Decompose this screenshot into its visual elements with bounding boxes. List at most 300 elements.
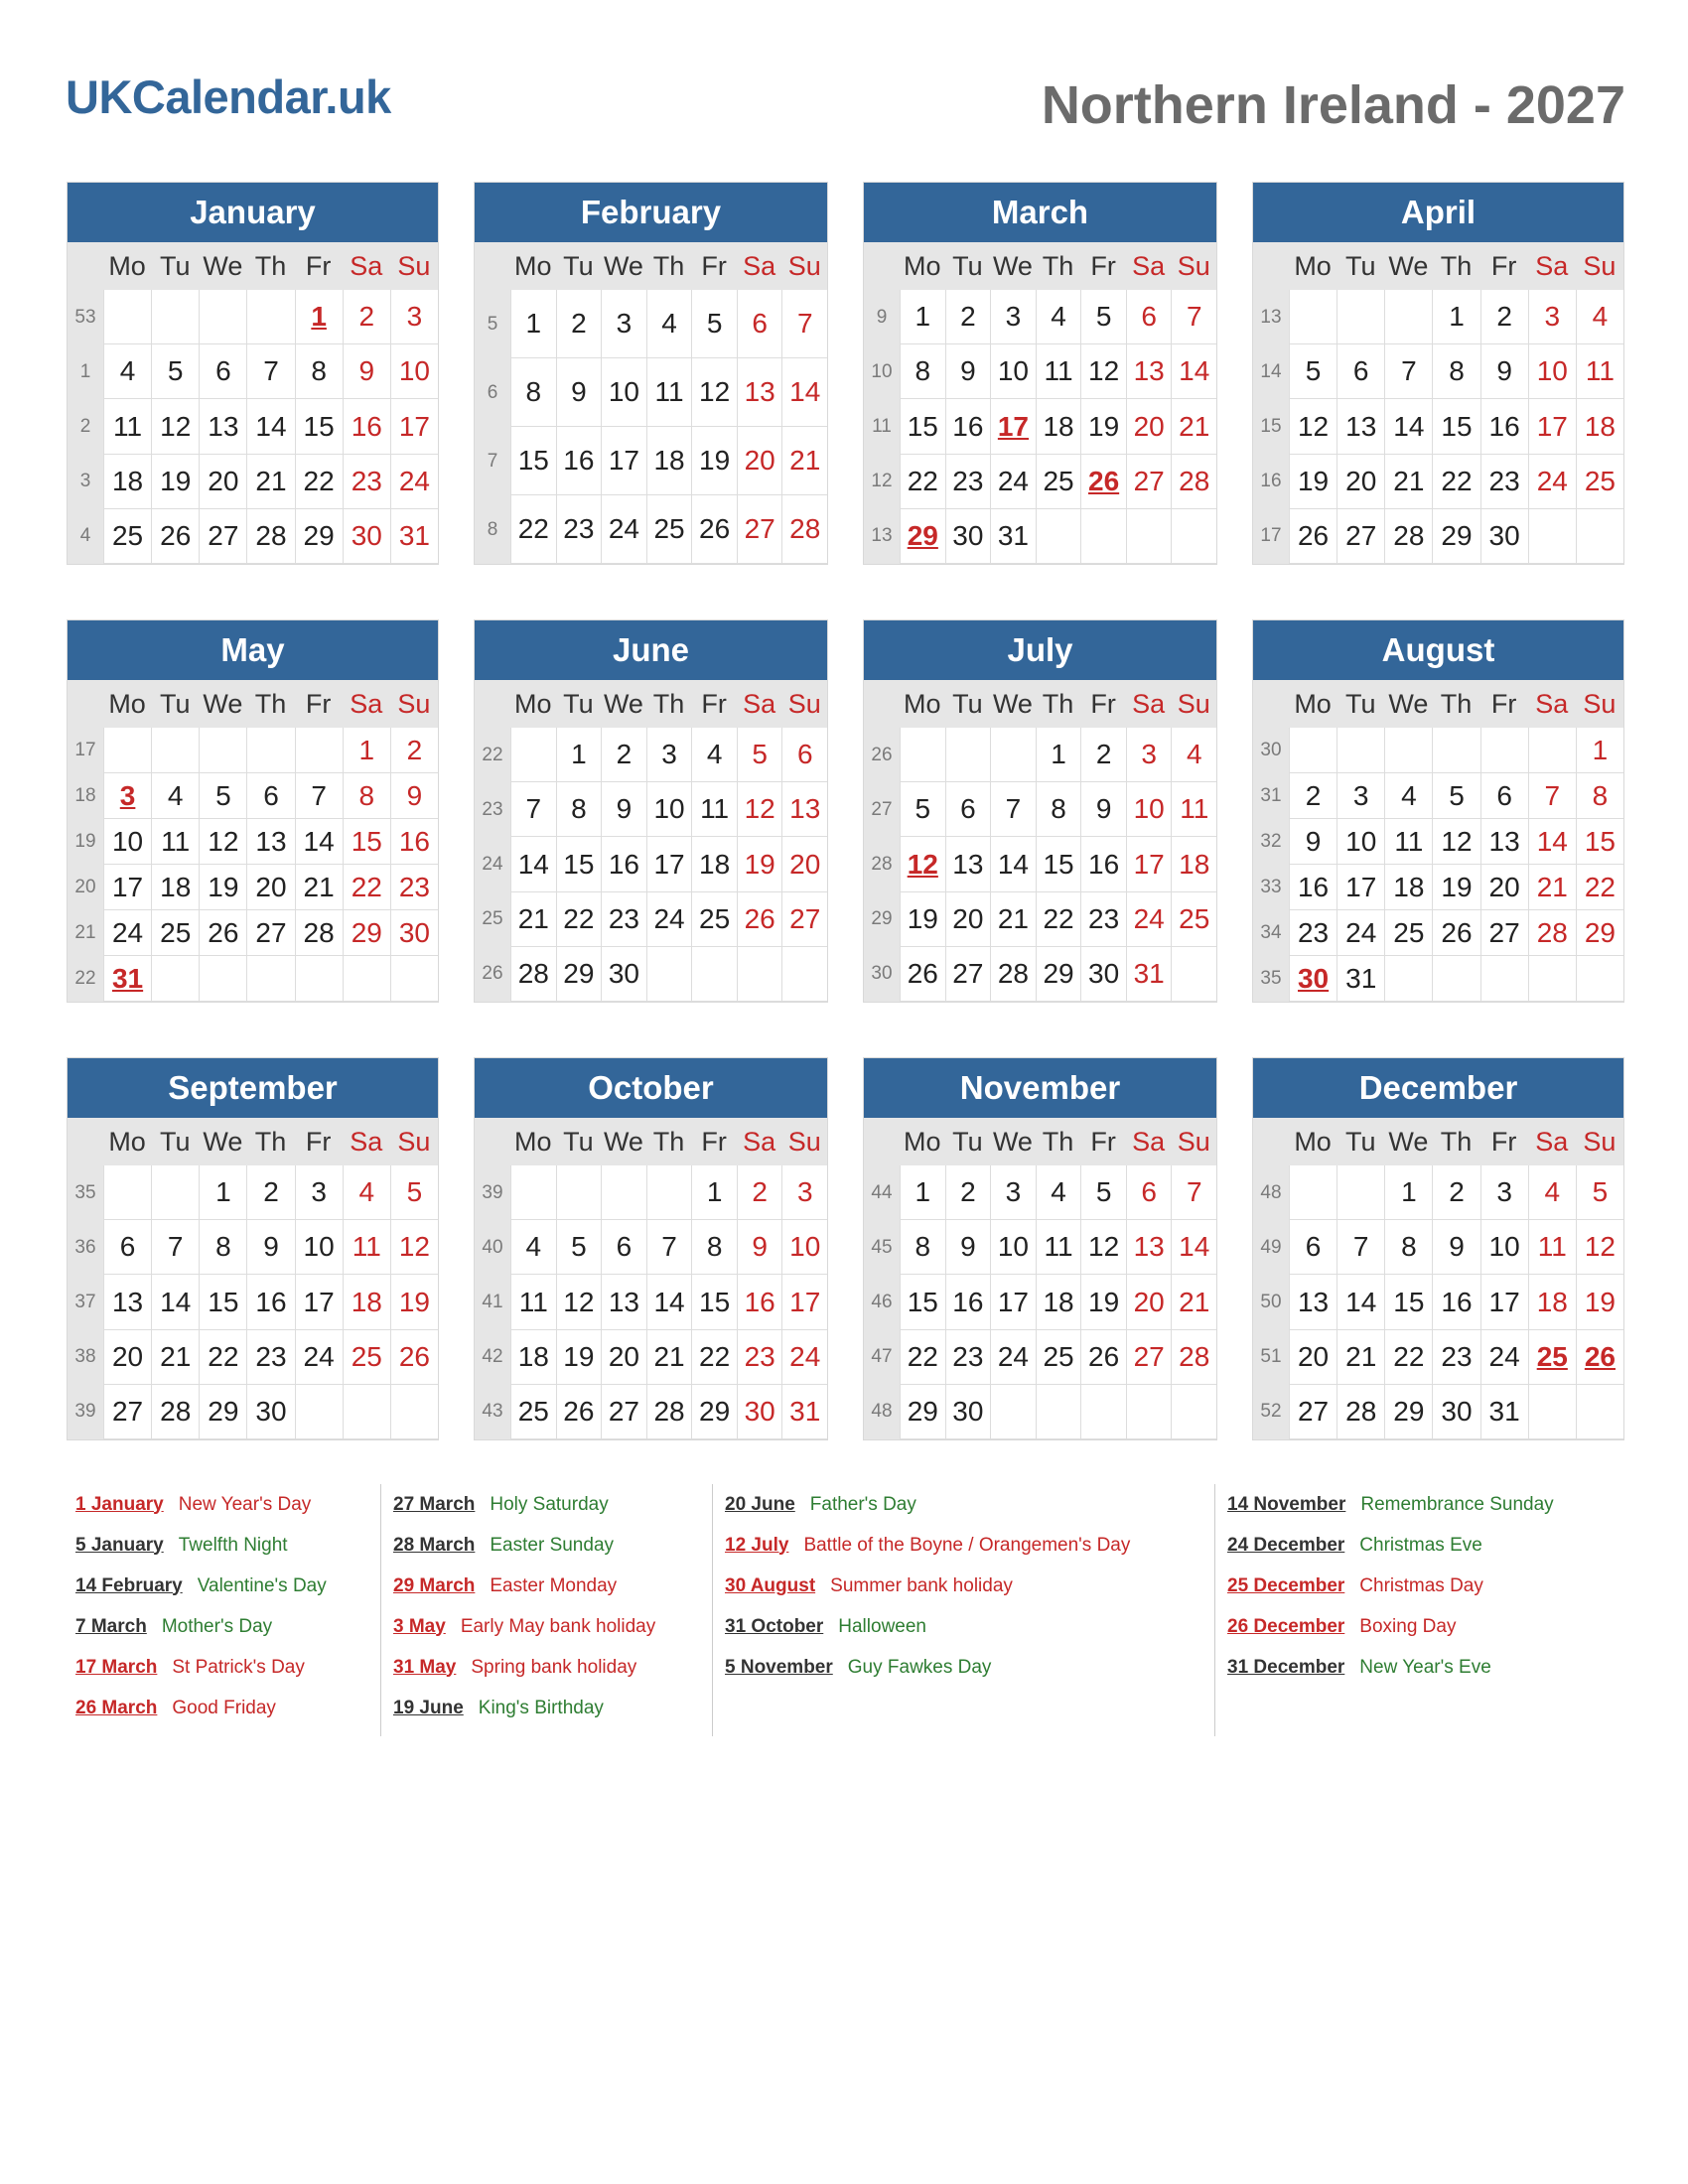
day-cell[interactable]: 31 [1126, 947, 1172, 1002]
day-cell[interactable]: 23 [945, 455, 991, 509]
day-cell[interactable]: 2 [601, 728, 646, 782]
day-cell[interactable]: 26 [556, 1385, 602, 1439]
day-cell[interactable]: 21 [1336, 1330, 1384, 1385]
holiday-date[interactable]: 5 November [725, 1656, 833, 1678]
day-cell[interactable]: 3 [601, 290, 646, 358]
day-cell[interactable]: 3 [1528, 290, 1576, 344]
day-cell[interactable]: 24 [295, 1330, 343, 1385]
day-cell[interactable]: 5 [199, 773, 246, 819]
day-cell[interactable]: 4 [103, 344, 151, 399]
day-cell[interactable]: 13 [246, 819, 294, 865]
day-cell[interactable]: 2 [737, 1165, 782, 1220]
day-cell[interactable]: 10 [1480, 1220, 1528, 1275]
day-cell[interactable]: 29 [556, 947, 602, 1002]
day-cell[interactable]: 9 [945, 344, 991, 399]
day-cell[interactable]: 12 [737, 782, 782, 837]
day-cell[interactable]: 9 [390, 773, 438, 819]
day-cell[interactable]: 1 [510, 290, 556, 358]
day-cell[interactable]: 25 [1036, 1330, 1081, 1385]
day-cell[interactable]: 4 [343, 1165, 390, 1220]
day-cell[interactable]: 29 [1576, 910, 1623, 956]
day-cell[interactable]: 26 [691, 495, 737, 564]
day-cell[interactable]: 12 [199, 819, 246, 865]
holiday-day-cell[interactable]: 30 [1289, 956, 1336, 1002]
day-cell[interactable]: 20 [1480, 865, 1528, 910]
day-cell[interactable]: 27 [601, 1385, 646, 1439]
day-cell[interactable]: 8 [199, 1220, 246, 1275]
day-cell[interactable]: 8 [556, 782, 602, 837]
holiday-day-cell[interactable]: 29 [900, 509, 945, 564]
day-cell[interactable]: 1 [199, 1165, 246, 1220]
day-cell[interactable]: 24 [990, 455, 1036, 509]
day-cell[interactable]: 25 [103, 509, 151, 564]
day-cell[interactable]: 15 [199, 1275, 246, 1329]
day-cell[interactable]: 12 [556, 1275, 602, 1329]
day-cell[interactable]: 5 [900, 782, 945, 837]
day-cell[interactable]: 1 [1432, 290, 1479, 344]
day-cell[interactable]: 28 [1384, 509, 1432, 564]
holiday-date[interactable]: 17 March [75, 1656, 158, 1678]
day-cell[interactable]: 18 [343, 1275, 390, 1329]
day-cell[interactable]: 18 [1528, 1275, 1576, 1329]
day-cell[interactable]: 26 [1432, 910, 1479, 956]
day-cell[interactable]: 19 [556, 1330, 602, 1385]
day-cell[interactable]: 14 [1171, 1220, 1216, 1275]
day-cell[interactable]: 22 [556, 892, 602, 947]
day-cell[interactable]: 14 [151, 1275, 199, 1329]
day-cell[interactable]: 24 [1336, 910, 1384, 956]
day-cell[interactable]: 13 [781, 782, 827, 837]
day-cell[interactable]: 28 [1336, 1385, 1384, 1439]
day-cell[interactable]: 21 [1171, 399, 1216, 454]
day-cell[interactable]: 8 [1576, 773, 1623, 819]
day-cell[interactable]: 7 [1528, 773, 1576, 819]
day-cell[interactable]: 25 [343, 1330, 390, 1385]
day-cell[interactable]: 15 [1576, 819, 1623, 865]
day-cell[interactable]: 1 [343, 728, 390, 773]
holiday-date[interactable]: 31 May [393, 1656, 457, 1678]
day-cell[interactable]: 14 [990, 837, 1036, 891]
day-cell[interactable]: 2 [1480, 290, 1528, 344]
day-cell[interactable]: 8 [691, 1220, 737, 1275]
day-cell[interactable]: 24 [1126, 892, 1172, 947]
day-cell[interactable]: 12 [151, 399, 199, 454]
day-cell[interactable]: 20 [737, 427, 782, 495]
day-cell[interactable]: 22 [1432, 455, 1479, 509]
day-cell[interactable]: 28 [1171, 1330, 1216, 1385]
day-cell[interactable]: 25 [646, 495, 692, 564]
day-cell[interactable]: 23 [556, 495, 602, 564]
holiday-date[interactable]: 20 June [725, 1493, 795, 1515]
day-cell[interactable]: 13 [103, 1275, 151, 1329]
day-cell[interactable]: 27 [199, 509, 246, 564]
day-cell[interactable]: 13 [1480, 819, 1528, 865]
day-cell[interactable]: 16 [945, 399, 991, 454]
day-cell[interactable]: 19 [737, 837, 782, 891]
day-cell[interactable]: 6 [246, 773, 294, 819]
day-cell[interactable]: 15 [1432, 399, 1479, 454]
day-cell[interactable]: 14 [646, 1275, 692, 1329]
day-cell[interactable]: 7 [246, 344, 294, 399]
day-cell[interactable]: 15 [510, 427, 556, 495]
day-cell[interactable]: 23 [601, 892, 646, 947]
day-cell[interactable]: 27 [1336, 509, 1384, 564]
day-cell[interactable]: 7 [990, 782, 1036, 837]
day-cell[interactable]: 23 [246, 1330, 294, 1385]
day-cell[interactable]: 16 [1289, 865, 1336, 910]
day-cell[interactable]: 28 [646, 1385, 692, 1439]
day-cell[interactable]: 2 [246, 1165, 294, 1220]
day-cell[interactable]: 19 [199, 865, 246, 910]
day-cell[interactable]: 17 [295, 1275, 343, 1329]
day-cell[interactable]: 3 [295, 1165, 343, 1220]
day-cell[interactable]: 4 [510, 1220, 556, 1275]
day-cell[interactable]: 18 [151, 865, 199, 910]
day-cell[interactable]: 2 [1289, 773, 1336, 819]
day-cell[interactable]: 13 [601, 1275, 646, 1329]
day-cell[interactable]: 22 [295, 455, 343, 509]
day-cell[interactable]: 2 [945, 290, 991, 344]
day-cell[interactable]: 11 [103, 399, 151, 454]
day-cell[interactable]: 26 [1080, 1330, 1126, 1385]
day-cell[interactable]: 22 [199, 1330, 246, 1385]
day-cell[interactable]: 24 [646, 892, 692, 947]
day-cell[interactable]: 3 [1480, 1165, 1528, 1220]
day-cell[interactable]: 11 [1576, 344, 1623, 399]
day-cell[interactable]: 2 [390, 728, 438, 773]
holiday-date[interactable]: 25 December [1227, 1574, 1345, 1596]
day-cell[interactable]: 17 [1336, 865, 1384, 910]
day-cell[interactable]: 6 [1289, 1220, 1336, 1275]
day-cell[interactable]: 4 [1528, 1165, 1576, 1220]
day-cell[interactable]: 11 [646, 358, 692, 427]
day-cell[interactable]: 4 [646, 290, 692, 358]
day-cell[interactable]: 7 [151, 1220, 199, 1275]
day-cell[interactable]: 26 [390, 1330, 438, 1385]
day-cell[interactable]: 14 [781, 358, 827, 427]
day-cell[interactable]: 12 [1080, 344, 1126, 399]
day-cell[interactable]: 31 [1480, 1385, 1528, 1439]
day-cell[interactable]: 8 [295, 344, 343, 399]
day-cell[interactable]: 28 [151, 1385, 199, 1439]
day-cell[interactable]: 27 [1126, 455, 1172, 509]
day-cell[interactable]: 11 [1171, 782, 1216, 837]
day-cell[interactable]: 14 [295, 819, 343, 865]
day-cell[interactable]: 6 [945, 782, 991, 837]
day-cell[interactable]: 30 [945, 1385, 991, 1439]
day-cell[interactable]: 21 [990, 892, 1036, 947]
day-cell[interactable]: 12 [1576, 1220, 1623, 1275]
day-cell[interactable]: 24 [103, 910, 151, 956]
day-cell[interactable]: 15 [900, 1275, 945, 1329]
day-cell[interactable]: 24 [781, 1330, 827, 1385]
day-cell[interactable]: 14 [1528, 819, 1576, 865]
day-cell[interactable]: 4 [1036, 1165, 1081, 1220]
day-cell[interactable]: 4 [1036, 290, 1081, 344]
day-cell[interactable]: 26 [737, 892, 782, 947]
day-cell[interactable]: 16 [1480, 399, 1528, 454]
day-cell[interactable]: 7 [781, 290, 827, 358]
day-cell[interactable]: 2 [945, 1165, 991, 1220]
day-cell[interactable]: 10 [295, 1220, 343, 1275]
day-cell[interactable]: 28 [510, 947, 556, 1002]
day-cell[interactable]: 16 [556, 427, 602, 495]
day-cell[interactable]: 7 [1171, 290, 1216, 344]
day-cell[interactable]: 8 [1432, 344, 1479, 399]
day-cell[interactable]: 5 [1432, 773, 1479, 819]
day-cell[interactable]: 10 [781, 1220, 827, 1275]
day-cell[interactable]: 18 [510, 1330, 556, 1385]
day-cell[interactable]: 24 [390, 455, 438, 509]
holiday-date[interactable]: 27 March [393, 1493, 476, 1515]
site-title[interactable]: UKCalendar.uk [66, 70, 391, 123]
day-cell[interactable]: 20 [1336, 455, 1384, 509]
day-cell[interactable]: 15 [343, 819, 390, 865]
day-cell[interactable]: 11 [510, 1275, 556, 1329]
day-cell[interactable]: 28 [781, 495, 827, 564]
day-cell[interactable]: 17 [646, 837, 692, 891]
holiday-date[interactable]: 30 August [725, 1574, 816, 1596]
day-cell[interactable]: 16 [343, 399, 390, 454]
day-cell[interactable]: 14 [510, 837, 556, 891]
day-cell[interactable]: 13 [945, 837, 991, 891]
day-cell[interactable]: 31 [781, 1385, 827, 1439]
day-cell[interactable]: 22 [691, 1330, 737, 1385]
day-cell[interactable]: 14 [246, 399, 294, 454]
day-cell[interactable]: 4 [1171, 728, 1216, 782]
day-cell[interactable]: 24 [601, 495, 646, 564]
day-cell[interactable]: 12 [1432, 819, 1479, 865]
day-cell[interactable]: 19 [390, 1275, 438, 1329]
day-cell[interactable]: 4 [1384, 773, 1432, 819]
day-cell[interactable]: 15 [556, 837, 602, 891]
day-cell[interactable]: 10 [390, 344, 438, 399]
day-cell[interactable]: 25 [510, 1385, 556, 1439]
day-cell[interactable]: 10 [1336, 819, 1384, 865]
day-cell[interactable]: 20 [103, 1330, 151, 1385]
day-cell[interactable]: 3 [390, 290, 438, 344]
holiday-day-cell[interactable]: 26 [1080, 455, 1126, 509]
day-cell[interactable]: 2 [1080, 728, 1126, 782]
day-cell[interactable]: 30 [1080, 947, 1126, 1002]
day-cell[interactable]: 3 [990, 1165, 1036, 1220]
day-cell[interactable]: 21 [246, 455, 294, 509]
day-cell[interactable]: 28 [990, 947, 1036, 1002]
day-cell[interactable]: 19 [1080, 1275, 1126, 1329]
day-cell[interactable]: 21 [646, 1330, 692, 1385]
day-cell[interactable]: 16 [1432, 1275, 1479, 1329]
day-cell[interactable]: 18 [1036, 1275, 1081, 1329]
day-cell[interactable]: 21 [1528, 865, 1576, 910]
day-cell[interactable]: 6 [1480, 773, 1528, 819]
day-cell[interactable]: 18 [1576, 399, 1623, 454]
day-cell[interactable]: 17 [390, 399, 438, 454]
day-cell[interactable]: 22 [1036, 892, 1081, 947]
day-cell[interactable]: 28 [295, 910, 343, 956]
day-cell[interactable]: 12 [1080, 1220, 1126, 1275]
day-cell[interactable]: 4 [151, 773, 199, 819]
day-cell[interactable]: 8 [900, 1220, 945, 1275]
day-cell[interactable]: 9 [343, 344, 390, 399]
day-cell[interactable]: 24 [1528, 455, 1576, 509]
day-cell[interactable]: 10 [990, 344, 1036, 399]
day-cell[interactable]: 31 [390, 509, 438, 564]
day-cell[interactable]: 17 [103, 865, 151, 910]
day-cell[interactable]: 13 [1126, 1220, 1172, 1275]
holiday-day-cell[interactable]: 3 [103, 773, 151, 819]
day-cell[interactable]: 25 [1384, 910, 1432, 956]
day-cell[interactable]: 6 [1336, 344, 1384, 399]
day-cell[interactable]: 20 [246, 865, 294, 910]
day-cell[interactable]: 22 [510, 495, 556, 564]
day-cell[interactable]: 5 [1576, 1165, 1623, 1220]
holiday-date[interactable]: 14 November [1227, 1493, 1346, 1515]
day-cell[interactable]: 29 [1432, 509, 1479, 564]
day-cell[interactable]: 1 [691, 1165, 737, 1220]
holiday-date[interactable]: 28 March [393, 1534, 476, 1556]
day-cell[interactable]: 25 [1576, 455, 1623, 509]
day-cell[interactable]: 8 [900, 344, 945, 399]
day-cell[interactable]: 11 [691, 782, 737, 837]
day-cell[interactable]: 18 [691, 837, 737, 891]
day-cell[interactable]: 9 [1289, 819, 1336, 865]
holiday-day-cell[interactable]: 26 [1576, 1330, 1623, 1385]
day-cell[interactable]: 21 [1171, 1275, 1216, 1329]
day-cell[interactable]: 5 [1289, 344, 1336, 399]
day-cell[interactable]: 27 [781, 892, 827, 947]
day-cell[interactable]: 18 [1384, 865, 1432, 910]
day-cell[interactable]: 24 [1480, 1330, 1528, 1385]
day-cell[interactable]: 23 [1080, 892, 1126, 947]
day-cell[interactable]: 14 [1336, 1275, 1384, 1329]
day-cell[interactable]: 9 [601, 782, 646, 837]
day-cell[interactable]: 1 [900, 290, 945, 344]
day-cell[interactable]: 5 [737, 728, 782, 782]
day-cell[interactable]: 23 [737, 1330, 782, 1385]
day-cell[interactable]: 1 [900, 1165, 945, 1220]
day-cell[interactable]: 26 [1289, 509, 1336, 564]
day-cell[interactable]: 16 [945, 1275, 991, 1329]
day-cell[interactable]: 13 [1126, 344, 1172, 399]
day-cell[interactable]: 24 [990, 1330, 1036, 1385]
day-cell[interactable]: 13 [737, 358, 782, 427]
day-cell[interactable]: 17 [601, 427, 646, 495]
day-cell[interactable]: 6 [199, 344, 246, 399]
day-cell[interactable]: 25 [1171, 892, 1216, 947]
day-cell[interactable]: 30 [601, 947, 646, 1002]
day-cell[interactable]: 28 [1528, 910, 1576, 956]
day-cell[interactable]: 1 [1576, 728, 1623, 773]
holiday-date[interactable]: 26 March [75, 1697, 158, 1718]
day-cell[interactable]: 21 [781, 427, 827, 495]
day-cell[interactable]: 20 [199, 455, 246, 509]
day-cell[interactable]: 12 [691, 358, 737, 427]
day-cell[interactable]: 30 [246, 1385, 294, 1439]
day-cell[interactable]: 22 [900, 455, 945, 509]
day-cell[interactable]: 13 [1289, 1275, 1336, 1329]
day-cell[interactable]: 15 [691, 1275, 737, 1329]
day-cell[interactable]: 23 [1289, 910, 1336, 956]
day-cell[interactable]: 3 [990, 290, 1036, 344]
day-cell[interactable]: 11 [343, 1220, 390, 1275]
day-cell[interactable]: 8 [343, 773, 390, 819]
holiday-date[interactable]: 19 June [393, 1697, 464, 1718]
day-cell[interactable]: 29 [691, 1385, 737, 1439]
day-cell[interactable]: 16 [601, 837, 646, 891]
day-cell[interactable]: 28 [1171, 455, 1216, 509]
day-cell[interactable]: 15 [295, 399, 343, 454]
day-cell[interactable]: 27 [1480, 910, 1528, 956]
day-cell[interactable]: 9 [246, 1220, 294, 1275]
day-cell[interactable]: 5 [1080, 290, 1126, 344]
day-cell[interactable]: 27 [246, 910, 294, 956]
day-cell[interactable]: 10 [990, 1220, 1036, 1275]
holiday-day-cell[interactable]: 25 [1528, 1330, 1576, 1385]
day-cell[interactable]: 12 [1289, 399, 1336, 454]
day-cell[interactable]: 17 [990, 1275, 1036, 1329]
holiday-day-cell[interactable]: 31 [103, 956, 151, 1002]
day-cell[interactable]: 3 [1336, 773, 1384, 819]
day-cell[interactable]: 23 [1432, 1330, 1479, 1385]
holiday-date[interactable]: 31 December [1227, 1656, 1345, 1678]
day-cell[interactable]: 3 [1126, 728, 1172, 782]
day-cell[interactable]: 15 [1036, 837, 1081, 891]
day-cell[interactable]: 9 [1432, 1220, 1479, 1275]
day-cell[interactable]: 6 [781, 728, 827, 782]
day-cell[interactable]: 19 [900, 892, 945, 947]
day-cell[interactable]: 20 [781, 837, 827, 891]
day-cell[interactable]: 16 [737, 1275, 782, 1329]
day-cell[interactable]: 22 [1576, 865, 1623, 910]
day-cell[interactable]: 10 [646, 782, 692, 837]
day-cell[interactable]: 27 [103, 1385, 151, 1439]
day-cell[interactable]: 10 [601, 358, 646, 427]
day-cell[interactable]: 6 [737, 290, 782, 358]
day-cell[interactable]: 31 [1336, 956, 1384, 1002]
holiday-day-cell[interactable]: 12 [900, 837, 945, 891]
day-cell[interactable]: 9 [945, 1220, 991, 1275]
day-cell[interactable]: 17 [1126, 837, 1172, 891]
day-cell[interactable]: 5 [691, 290, 737, 358]
day-cell[interactable]: 4 [1576, 290, 1623, 344]
day-cell[interactable]: 19 [1080, 399, 1126, 454]
day-cell[interactable]: 4 [691, 728, 737, 782]
day-cell[interactable]: 10 [103, 819, 151, 865]
day-cell[interactable]: 7 [1171, 1165, 1216, 1220]
day-cell[interactable]: 11 [1036, 344, 1081, 399]
day-cell[interactable]: 29 [199, 1385, 246, 1439]
day-cell[interactable]: 23 [1480, 455, 1528, 509]
day-cell[interactable]: 18 [103, 455, 151, 509]
day-cell[interactable]: 10 [1126, 782, 1172, 837]
day-cell[interactable]: 10 [1528, 344, 1576, 399]
day-cell[interactable]: 5 [151, 344, 199, 399]
day-cell[interactable]: 29 [295, 509, 343, 564]
day-cell[interactable]: 3 [781, 1165, 827, 1220]
day-cell[interactable]: 26 [900, 947, 945, 1002]
day-cell[interactable]: 22 [1384, 1330, 1432, 1385]
day-cell[interactable]: 7 [1384, 344, 1432, 399]
day-cell[interactable]: 23 [343, 455, 390, 509]
holiday-date[interactable]: 5 January [75, 1534, 164, 1556]
day-cell[interactable]: 6 [1126, 1165, 1172, 1220]
day-cell[interactable]: 19 [1576, 1275, 1623, 1329]
holiday-date[interactable]: 12 July [725, 1534, 789, 1556]
holiday-date[interactable]: 24 December [1227, 1534, 1345, 1556]
day-cell[interactable]: 9 [1480, 344, 1528, 399]
holiday-day-cell[interactable]: 1 [295, 290, 343, 344]
day-cell[interactable]: 21 [151, 1330, 199, 1385]
